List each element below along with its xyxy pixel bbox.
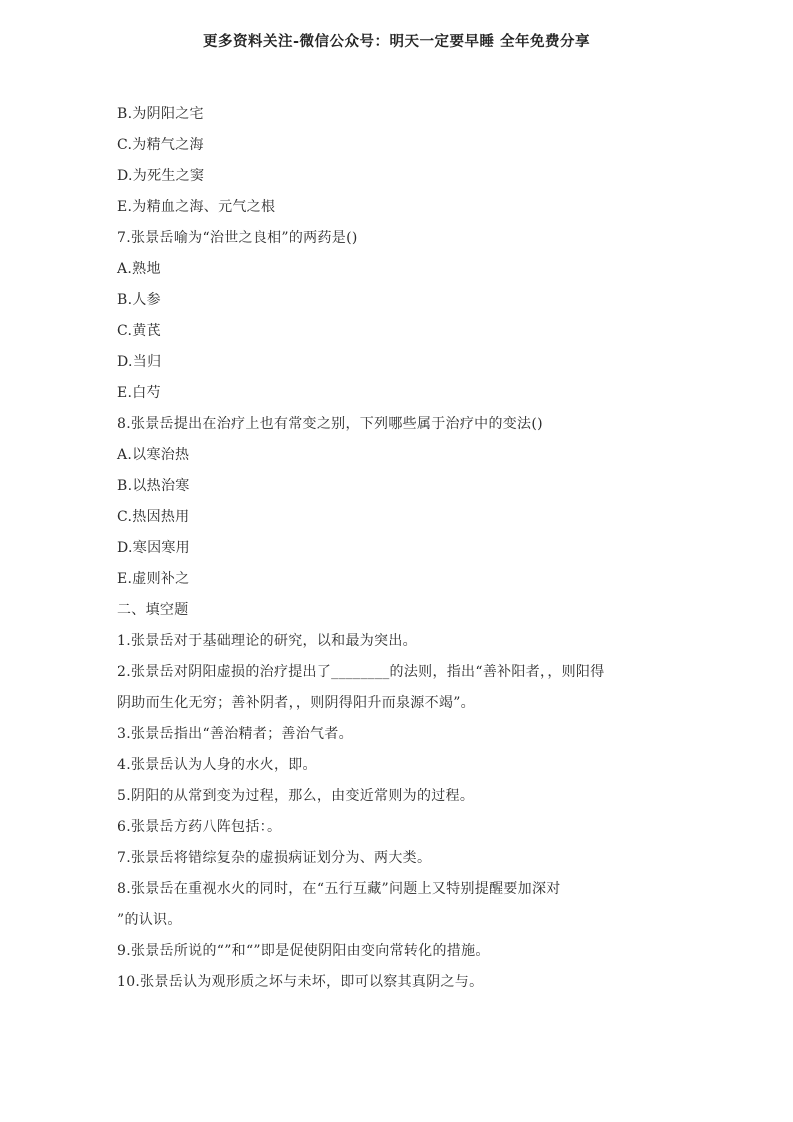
fill-blank-6: 6.张景岳方药八阵包括：。: [117, 819, 282, 835]
fill-blank-9: 9.张景岳所说的“”和“”即是促使阴阳由变向常转化的措施。: [117, 943, 490, 959]
option-b-q6: B.为阴阳之宅: [117, 106, 204, 122]
document-body: [117, 99, 717, 998]
fill-blank-8: 8.张景岳在重视水火的同时，在“五行互藏”问题上又特别提醒要加深对: [117, 881, 561, 897]
fill-blank-10: 10.张景岳认为观形质之坏与未坏，即可以察其真阴之与。: [117, 974, 484, 990]
option-c-q6: C.为精气之海: [117, 137, 204, 153]
fill-blank-8-cont: ”的认识。: [117, 912, 182, 928]
option-c-q7: C.黄芪: [117, 323, 161, 339]
question-7: 7.张景岳喻为“治世之良相”的两药是(): [117, 230, 358, 246]
fill-blank-4: 4.张景岳认为人身的水火，即。: [117, 757, 317, 773]
option-e-q6: E.为精血之海、元气之根: [117, 199, 276, 215]
option-c-q8: C.热因热用: [117, 509, 190, 525]
option-d-q7: D.当归: [117, 354, 162, 370]
fill-blank-1: 1.张景岳对于基础理论的研究，以和最为突出。: [117, 633, 417, 649]
page-header: 更多资料关注-微信公众号：明天一定要早睡 全年免费分享: [202, 33, 591, 50]
option-d-q8: D.寒因寒用: [117, 540, 190, 556]
fill-blank-5: 5.阴阳的从常到变为过程，那么，由变近常则为的过程。: [117, 788, 475, 804]
option-e-q8: E.虚则补之: [117, 571, 190, 587]
option-a-q7: A.熟地: [117, 261, 161, 277]
option-a-q8: A.以寒治热: [117, 447, 190, 463]
option-e-q7: E.白芍: [117, 385, 161, 401]
option-b-q7: B.人参: [117, 292, 161, 308]
option-d-q6: D.为死生之窦: [117, 168, 205, 184]
fill-blank-3: 3.张景岳指出“善治精者；善治气者。: [117, 726, 353, 742]
question-8: 8.张景岳提出在治疗上也有常变之别，下列哪些属于治疗中的变法(): [117, 416, 543, 432]
option-b-q8: B.以热治寒: [117, 478, 190, 494]
fill-blank-2: 2.张景岳对阴阳虚损的治疗提出了________的法则，指出“善补阳者，，则阳得: [117, 664, 605, 680]
section-heading-fill-blank: 二、填空题: [117, 602, 189, 618]
fill-blank-7: 7.张景岳将错综复杂的虚损病证划分为、两大类。: [117, 850, 432, 866]
fill-blank-2-cont: 阴助而生化无穷；善补阴者，，则阴得阳升而泉源不竭”。: [117, 695, 475, 711]
